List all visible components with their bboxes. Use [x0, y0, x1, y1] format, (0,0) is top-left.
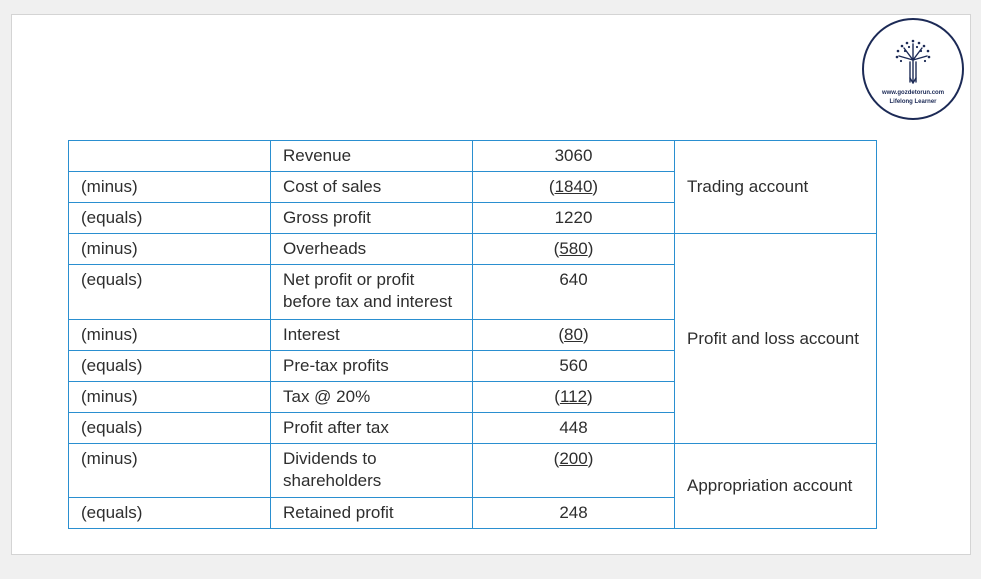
logo-tagline: Lifelong Learner	[889, 99, 937, 105]
value-text: 80	[564, 325, 583, 344]
value-cell: (580)	[473, 234, 675, 265]
value-cell	[473, 141, 675, 172]
value-text: 560	[559, 356, 588, 375]
table-row	[69, 141, 877, 172]
operator-cell: (minus)	[69, 320, 271, 351]
value-text: 1840	[554, 177, 593, 196]
table-row	[69, 234, 877, 265]
logo-url: www.gozdetorun.com	[881, 90, 945, 96]
item-cell: Interest	[271, 320, 473, 351]
value-cell	[473, 498, 675, 529]
value-text: 640	[559, 270, 588, 289]
tree-pencil-icon	[894, 38, 932, 84]
value-text: 580	[559, 239, 588, 258]
table-row	[69, 444, 877, 498]
operator-cell	[69, 141, 271, 172]
section-label-trading: Trading account	[675, 141, 877, 234]
value-cell	[473, 265, 675, 320]
value-cell: (112)	[473, 382, 675, 413]
value-cell	[473, 351, 675, 382]
section-label-profit-loss: Profit and loss account	[675, 234, 877, 444]
value-cell: (1840)	[473, 172, 675, 203]
item-cell: Cost of sales	[271, 172, 473, 203]
item-cell: Tax @ 20%	[271, 382, 473, 413]
value-cell: (80)	[473, 320, 675, 351]
operator-cell: (equals)	[69, 351, 271, 382]
operator-cell: (equals)	[69, 498, 271, 529]
item-cell: Pre-tax profits	[271, 351, 473, 382]
item-cell: Retained profit	[271, 498, 473, 529]
section-label-appropriation: Appropriation account	[675, 444, 877, 529]
operator-cell: (minus)	[69, 172, 271, 203]
value-text: 112	[559, 387, 588, 406]
value-text: 3060	[554, 146, 593, 165]
operator-cell: (equals)	[69, 203, 271, 234]
item-cell: Dividends to shareholders	[271, 444, 473, 498]
value-text: 1220	[554, 208, 593, 227]
operator-cell: (minus)	[69, 444, 271, 498]
item-cell: Gross profit	[271, 203, 473, 234]
value-cell	[473, 203, 675, 234]
value-cell	[473, 413, 675, 444]
operator-cell: (minus)	[69, 234, 271, 265]
value-text: 248	[559, 503, 588, 522]
profit-loss-table	[68, 140, 877, 529]
value-cell: (200)	[473, 444, 675, 498]
item-cell: Net profit or profit before tax and interest	[271, 265, 473, 320]
operator-cell: (minus)	[69, 382, 271, 413]
value-text: 448	[559, 418, 588, 437]
document-page	[11, 14, 971, 555]
item-cell: Overheads	[271, 234, 473, 265]
item-cell: Profit after tax	[271, 413, 473, 444]
operator-cell: (equals)	[69, 265, 271, 320]
value-text: 200	[559, 449, 588, 468]
operator-cell: (equals)	[69, 413, 271, 444]
brand-logo	[862, 18, 964, 120]
item-cell: Revenue	[271, 141, 473, 172]
